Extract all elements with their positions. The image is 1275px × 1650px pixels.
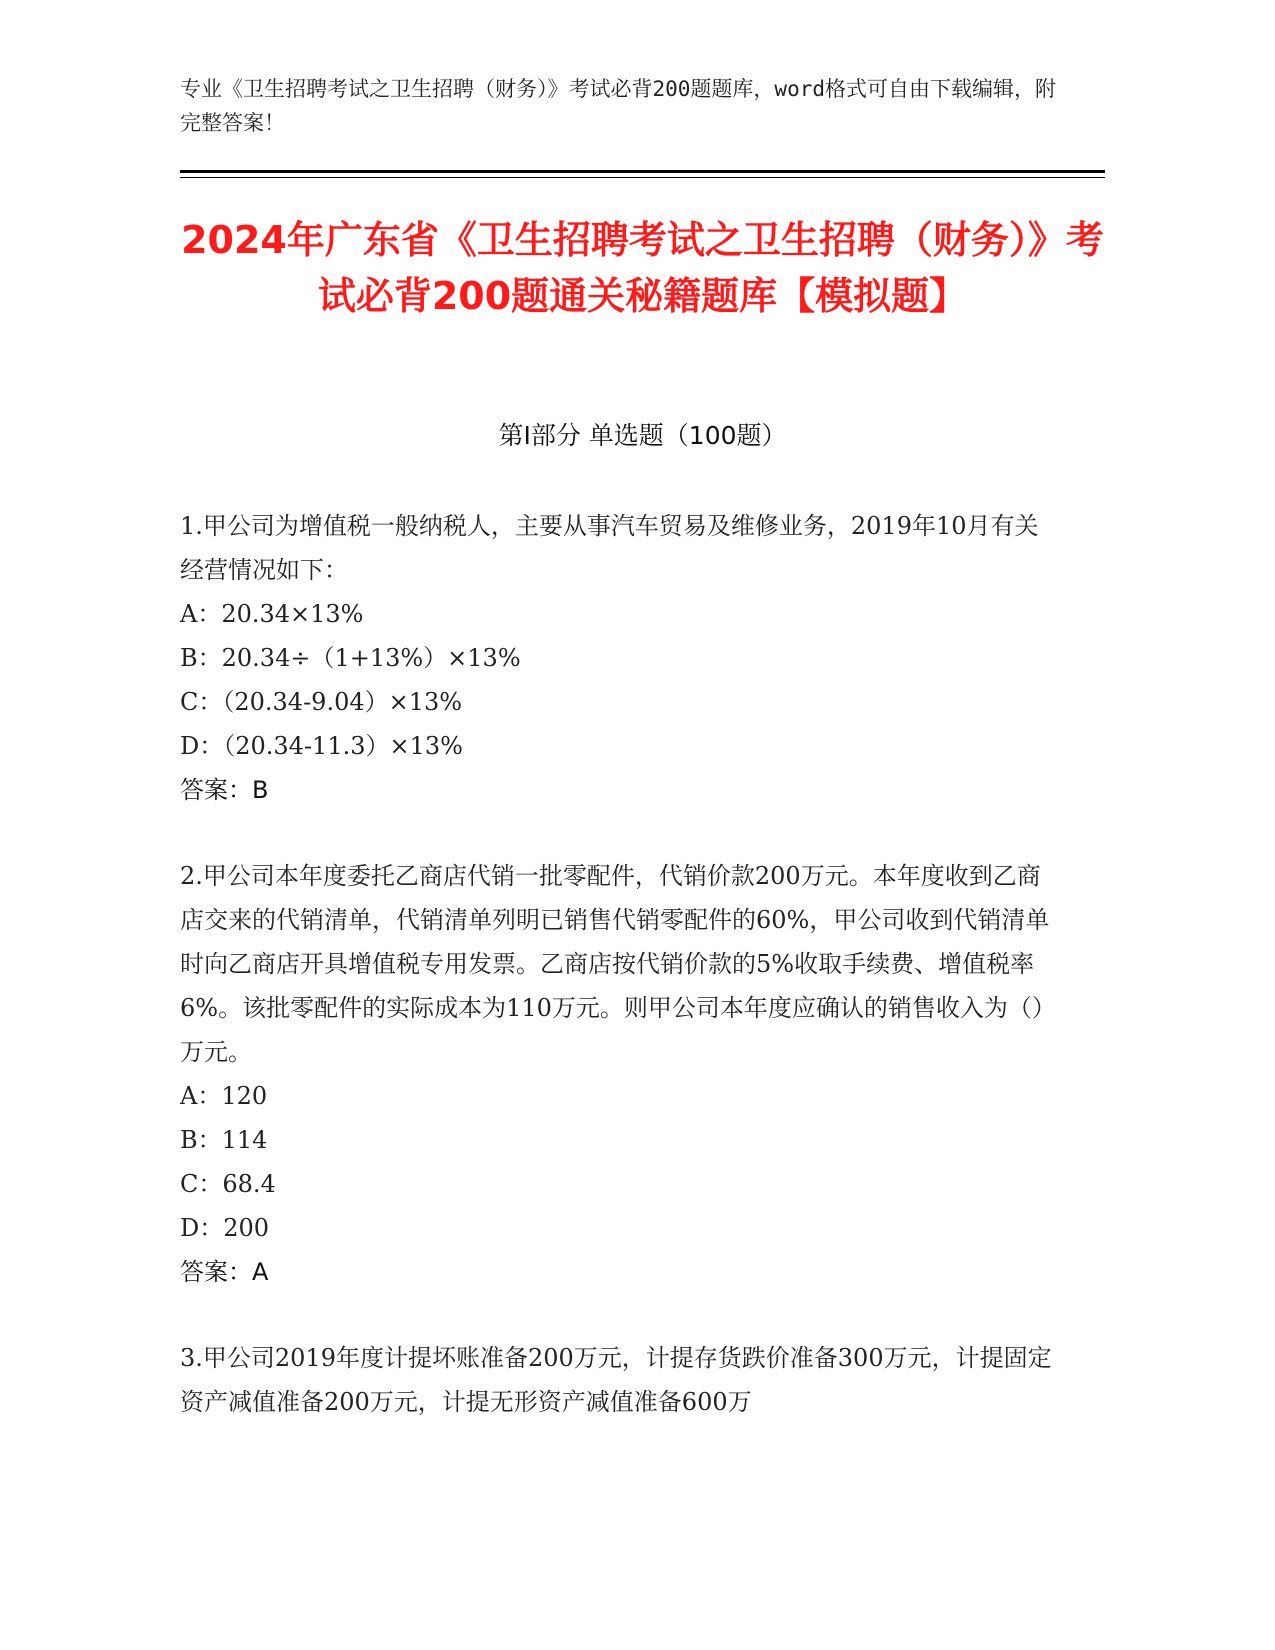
- question-item: [180, 504, 1060, 812]
- header-rule-thick: [180, 170, 1105, 173]
- option-a: A：20.34×13%: [180, 600, 364, 628]
- question-item: [180, 1336, 1060, 1424]
- answer-line: 答案：B: [180, 776, 269, 804]
- question-list: [180, 504, 1060, 1466]
- question-text: 1.甲公司为增值税一般纳税人，主要从事汽车贸易及维修业务，2019年10月有关经营情况如下：: [180, 512, 1039, 584]
- header-note: 专业《卫生招聘考试之卫生招聘（财务）》考试必背200题题库，word格式可自由下载编辑，附完整答案！: [180, 77, 1056, 135]
- question-text: 3.甲公司2019年度计提坏账准备200万元，计提存货跌价准备300万元，计提固定资产减值准备200万元，计提无形资产减值准备600万: [180, 1344, 1052, 1416]
- option-d: D：（20.34-11.3）×13%: [180, 732, 463, 760]
- section-heading: 第I部分 单选题（100题）: [498, 421, 787, 450]
- option-b: B：20.34÷（1+13%）×13%: [180, 644, 521, 672]
- option-c: C：68.4: [180, 1170, 276, 1198]
- option-b: B：114: [180, 1126, 268, 1154]
- document-title: 2024年广东省《卫生招聘考试之卫生招聘（财务）》考试必背200题通关秘籍题库【模拟题】: [181, 218, 1104, 318]
- option-a: A：120: [180, 1082, 268, 1110]
- option-d: D：200: [180, 1214, 270, 1242]
- option-c: C：（20.34-9.04）×13%: [180, 688, 463, 716]
- header-rule-thin: [180, 177, 1105, 178]
- question-item: [180, 854, 1060, 1294]
- answer-line: 答案：A: [180, 1258, 269, 1286]
- question-text: 2.甲公司本年度委托乙商店代销一批零配件，代销价款200万元。本年度收到乙商店交来的代销清单，代销清单列明已销售代销零配件的60%，甲公司收到代销清单时向乙商店开具增值税专用发票。乙商店按代销价款的5%收取手续费、增值税率6%。该批零配件的实际成本为110万元。则甲公司本年度应确认的销售收入为（）万元。: [180, 862, 1056, 1066]
